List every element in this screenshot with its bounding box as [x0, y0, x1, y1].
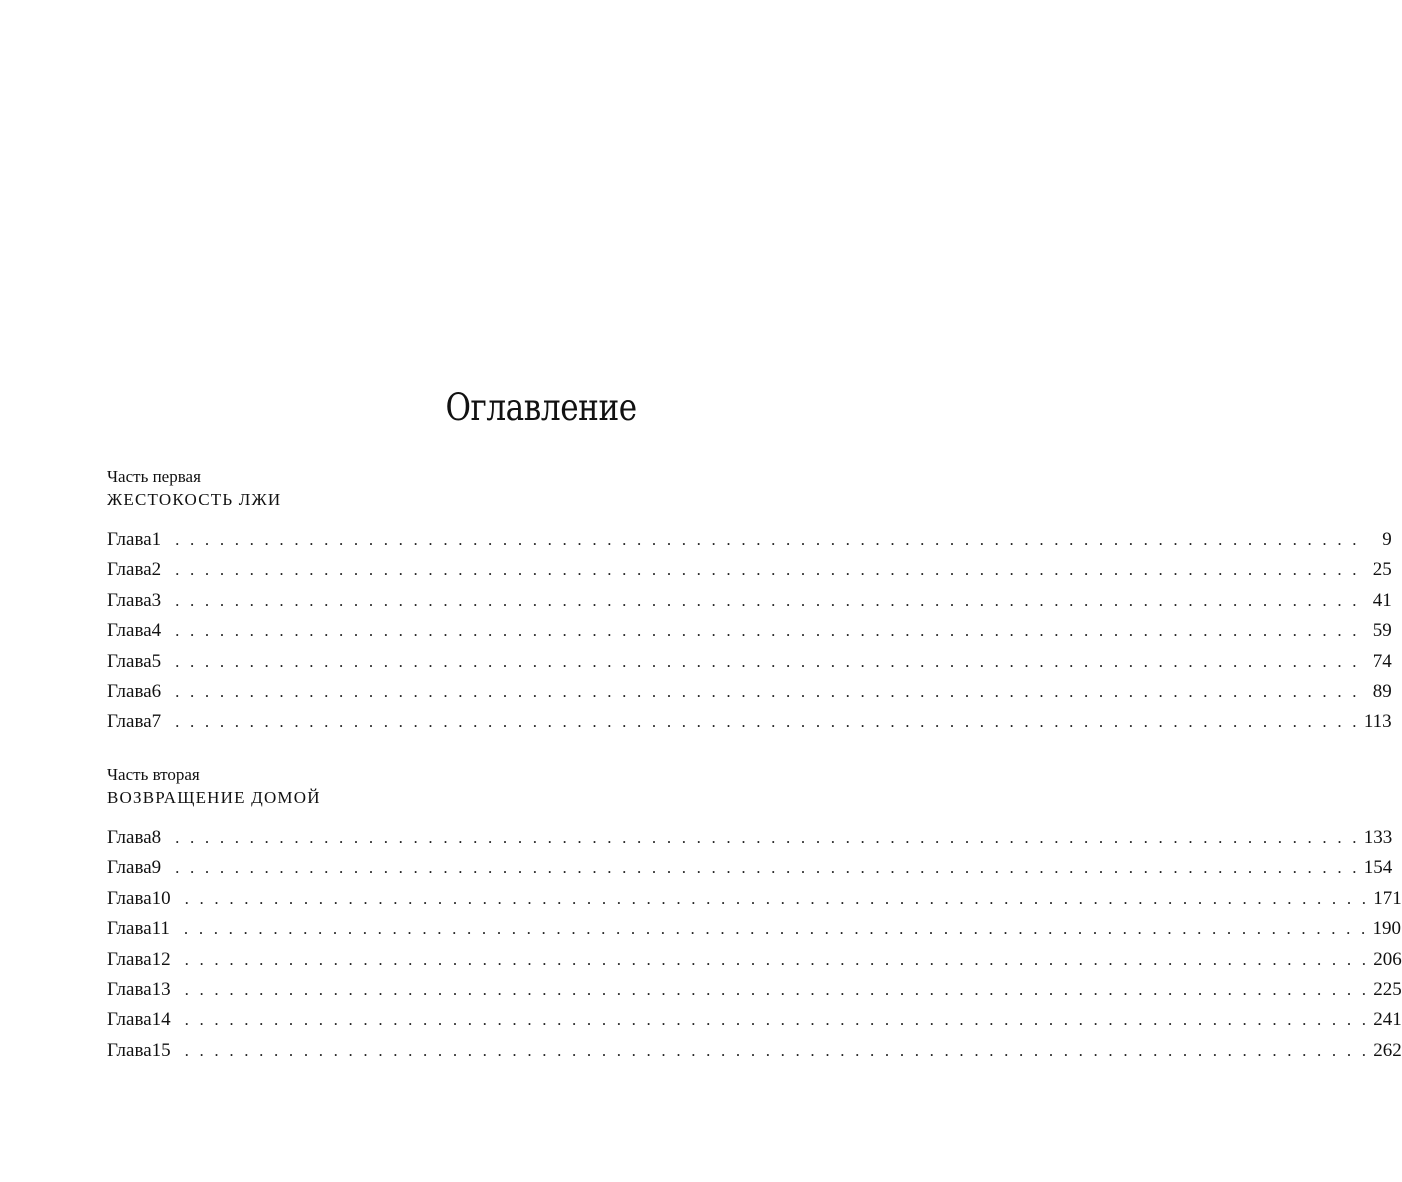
dot-leader: . . . . . . . . . . . . . . . . . . . . . . . . . . . . . . . . . . . . . . . . . . . . . . . . . . . . . . . . . . . . . . . . . . . . . . . . . . . . . . . .: [184, 979, 1370, 999]
chapter-word: Глава: [107, 680, 152, 702]
page-number: 89: [1372, 680, 1392, 702]
dot-leader: . . . . . . . . . . . . . . . . . . . . . . . . . . . . . . . . . . . . . . . . . . . . . . . . . . . . . . . . . . . . . . . . . . . . . . . . . . . . . . . .: [175, 828, 1360, 847]
toc-entry: [107, 680, 1392, 711]
chapter-word: Глава: [107, 948, 152, 970]
chapter-word: Глава: [107, 620, 152, 642]
chapter-number: 3: [151, 589, 162, 611]
dot-leader: . . . . . . . . . . . . . . . . . . . . . . . . . . . . . . . . . . . . . . . . . . . . . . . . . . . . . . . . . . . . . . . . . . . . . . . . . . . . . . . .: [175, 681, 1360, 701]
dot-leader: . . . . . . . . . . . . . . . . . . . . . . . . . . . . . . . . . . . . . . . . . . . . . . . . . . . . . . . . . . . . . . . . . . . . . . . . . . . . . . . .: [175, 651, 1360, 671]
dot-leader: . . . . . . . . . . . . . . . . . . . . . . . . . . . . . . . . . . . . . . . . . . . . . . . . . . . . . . . . . . . . . . . . . . . . . . . . . . . . . . . .: [183, 919, 1369, 939]
page-number: 241: [1373, 1009, 1402, 1031]
page-number: 59: [1372, 620, 1392, 642]
toc-entry: [107, 650, 1392, 681]
toc-entry: [107, 948, 1402, 979]
chapter-number: 13: [151, 978, 171, 1000]
chapter-word: Глава: [107, 857, 152, 879]
dot-leader: . . . . . . . . . . . . . . . . . . . . . . . . . . . . . . . . . . . . . . . . . . . . . . . . . . . . . . . . . . . . . . . . . . . . . . . . . . . . . . . .: [184, 1010, 1370, 1030]
dot-leader: . . . . . . . . . . . . . . . . . . . . . . . . . . . . . . . . . . . . . . . . . . . . . . . . . . . . . . . . . . . . . . . . . . . . . . . . . . . . . . . .: [175, 590, 1360, 610]
chapter-number: 6: [151, 680, 162, 702]
chapter-word: Глава: [107, 589, 152, 611]
toc-entry: [107, 1009, 1402, 1039]
toc-entry: [107, 978, 1402, 1009]
chapter-number: 14: [151, 1009, 171, 1031]
chapter-list: [107, 529, 1392, 742]
dot-leader: . . . . . . . . . . . . . . . . . . . . . . . . . . . . . . . . . . . . . . . . . . . . . . . . . . . . . . . . . . . . . . . . . . . . . . . . . . . . . . . .: [175, 712, 1360, 732]
dot-leader: . . . . . . . . . . . . . . . . . . . . . . . . . . . . . . . . . . . . . . . . . . . . . . . . . . . . . . . . . . . . . . . . . . . . . . . . . . . . . . . .: [184, 888, 1370, 908]
toc-entry: [107, 529, 1392, 559]
toc-entry: [107, 559, 1392, 589]
part-section: [107, 466, 1392, 742]
toc-entry: [107, 857, 1393, 887]
part-name: ЖЕСТОКОСТЬ ЛЖИ: [107, 490, 282, 509]
chapter-number: 7: [151, 711, 162, 733]
chapter-number: 10: [151, 887, 171, 909]
chapter-word: Глава: [107, 711, 152, 733]
chapter-number: 1: [151, 529, 162, 550]
chapter-number: 4: [151, 620, 162, 642]
page-number: 225: [1373, 978, 1402, 1000]
part-label: Часть вторая: [107, 765, 200, 784]
chapter-word: Глава: [107, 827, 152, 848]
chapter-word: Глава: [107, 918, 152, 940]
dot-leader: . . . . . . . . . . . . . . . . . . . . . . . . . . . . . . . . . . . . . . . . . . . . . . . . . . . . . . . . . . . . . . . . . . . . . . . . . . . . . . . .: [175, 530, 1360, 549]
page-number: 113: [1363, 711, 1392, 733]
page-number: 190: [1372, 918, 1401, 940]
chapter-word: Глава: [107, 887, 152, 909]
toc-entry: [107, 589, 1392, 620]
page-number: 25: [1372, 559, 1392, 581]
toc-entry: [107, 918, 1401, 948]
part-name: ВОЗВРАЩЕНИЕ ДОМОЙ: [107, 788, 321, 807]
chapter-word: Глава: [107, 1009, 152, 1031]
chapter-number: 9: [151, 857, 162, 879]
chapter-word: Глава: [107, 1039, 152, 1061]
page-number: 206: [1373, 948, 1402, 970]
toc-entry: [107, 887, 1402, 918]
page-number: 262: [1373, 1039, 1402, 1061]
chapter-number: 11: [151, 918, 170, 940]
page-number: 9: [1382, 529, 1392, 550]
dot-leader: . . . . . . . . . . . . . . . . . . . . . . . . . . . . . . . . . . . . . . . . . . . . . . . . . . . . . . . . . . . . . . . . . . . . . . . . . . . . . . . .: [184, 1040, 1370, 1060]
part-section: [107, 764, 1402, 1070]
chapter-word: Глава: [107, 978, 152, 1000]
page-number: 41: [1372, 589, 1392, 611]
dot-leader: . . . . . . . . . . . . . . . . . . . . . . . . . . . . . . . . . . . . . . . . . . . . . . . . . . . . . . . . . . . . . . . . . . . . . . . . . . . . . . . .: [175, 858, 1360, 878]
toc-title: Оглавление: [445, 386, 637, 429]
chapter-number: 2: [151, 559, 162, 581]
dot-leader: . . . . . . . . . . . . . . . . . . . . . . . . . . . . . . . . . . . . . . . . . . . . . . . . . . . . . . . . . . . . . . . . . . . . . . . . . . . . . . . .: [184, 949, 1370, 969]
chapter-word: Глава: [107, 559, 152, 581]
toc-entry: [107, 827, 1393, 857]
page-number: 154: [1363, 857, 1393, 879]
part-label: Часть первая: [107, 467, 201, 486]
chapter-number: 12: [151, 948, 171, 970]
page-number: 133: [1363, 827, 1393, 848]
page-number: 74: [1372, 650, 1392, 672]
chapter-number: 15: [151, 1039, 171, 1061]
chapter-number: 5: [151, 650, 162, 672]
chapter-word: Глава: [107, 529, 152, 550]
dot-leader: . . . . . . . . . . . . . . . . . . . . . . . . . . . . . . . . . . . . . . . . . . . . . . . . . . . . . . . . . . . . . . . . . . . . . . . . . . . . . . . .: [175, 621, 1360, 641]
toc-entry: [107, 711, 1392, 741]
page-number: 171: [1373, 887, 1402, 909]
dot-leader: . . . . . . . . . . . . . . . . . . . . . . . . . . . . . . . . . . . . . . . . . . . . . . . . . . . . . . . . . . . . . . . . . . . . . . . . . . . . . . . .: [175, 560, 1360, 580]
toc-entry: [107, 620, 1392, 650]
chapter-number: 8: [151, 827, 162, 848]
toc-entry: [107, 1039, 1402, 1070]
chapter-list: [107, 827, 1402, 1070]
chapter-word: Глава: [107, 650, 152, 672]
